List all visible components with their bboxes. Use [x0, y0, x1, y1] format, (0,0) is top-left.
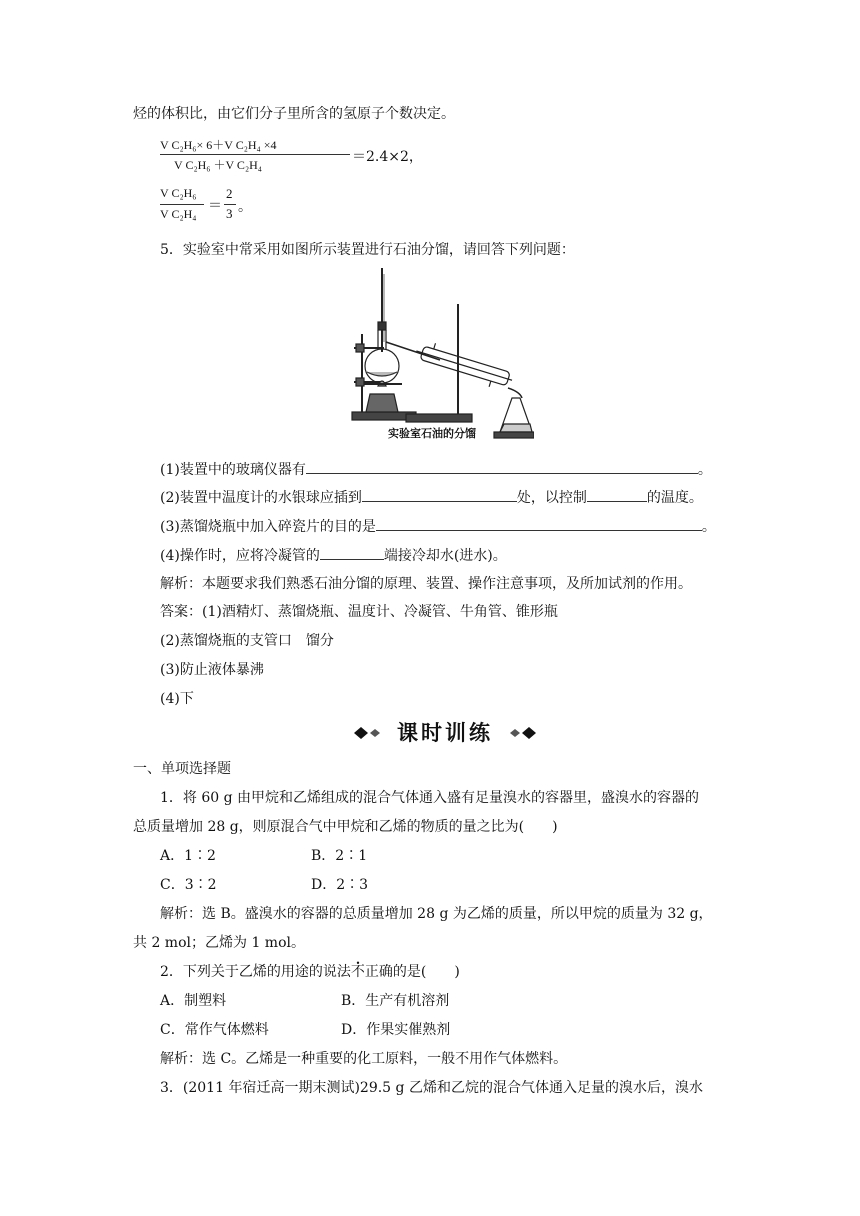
equation-1-rhs: ＝2.4×2， [352, 149, 423, 165]
emphasis-char: 不 [350, 964, 365, 980]
condenser [413, 339, 516, 393]
fraction-bar [160, 154, 350, 155]
q5-part3: (3)蒸馏烧瓶中加入碎瓷片的目的是 。 [160, 516, 716, 537]
equation-1-numerator: V C₂H₆× 6＋V C₂H₄ ×4 [160, 138, 277, 152]
answer-blank[interactable] [362, 487, 517, 502]
mc1-option-b: B．2∶1 [311, 848, 368, 864]
mc1-option-a: A．1∶2 [160, 848, 216, 864]
mc1-stem-1: 1．将 60 g 由甲烷和乙烯组成的混合气体通入盛有足量溴水的容器里，盛溴水的容器的 [160, 790, 700, 806]
mc3-stem: 3．(2011 年宿迁高一期末测试)29.5 g 乙烯和乙烷的混合气体通入足量的溴水后，溴水 [160, 1080, 703, 1096]
equation-2-denominator: V C₂H₄ [160, 207, 197, 221]
adapter [508, 388, 522, 398]
q5-answer-1: 答案：(1)酒精灯、蒸馏烧瓶、温度计、冷凝管、牛角管、锥形瓶 [160, 604, 558, 620]
mc1-analysis-1: 解析：选 B。盛溴水的容器的总质量增加 28 g 为乙烯的质量，所以甲烷的质量为 32 g， [160, 906, 713, 922]
equation-2-rhs-numerator: 2 [226, 186, 233, 201]
q5-part4: (4)操作时，应将冷凝管的 端接冷却水(进水)。 [160, 545, 507, 566]
q5-part2: (2)装置中温度计的水银球应插到 处，以控制 的温度。 [160, 487, 703, 508]
section-banner [352, 718, 538, 748]
mc2-option-c: C．常作气体燃料 [160, 1022, 269, 1038]
q5-answer-4: (4)下 [160, 691, 194, 707]
answer-blank[interactable] [320, 545, 384, 560]
equation-1-denominator: V C₂H₆ ＋V C₂H₄ [174, 158, 262, 172]
banner-title: 课时训练 [397, 721, 493, 745]
answer-blank[interactable] [587, 487, 647, 502]
fraction-bar [160, 204, 204, 205]
fraction-bar [224, 204, 236, 205]
mc1-option-d: D．2∶3 [311, 877, 369, 893]
q5-analysis: 解析：本题要求我们熟悉石油分馏的原理、装置、操作注意事项，及所加试剂的作用。 [160, 576, 692, 592]
mc2-option-d: D．作果实催熟剂 [341, 1022, 451, 1038]
figure-caption: 实验室石油的分馏 [388, 427, 476, 440]
distilling-flask [365, 349, 399, 383]
alcohol-lamp [366, 394, 398, 412]
q5-answer-3: (3)防止液体暴沸 [160, 662, 264, 678]
equation-2-rhs-denominator: 3 [226, 206, 233, 221]
section-heading: 一、单项选择题 [133, 761, 231, 777]
mc2-option-a: A．制塑料 [160, 993, 227, 1009]
equation-2-end: 。 [238, 200, 252, 215]
equation-2-numerator: V C₂H₆ [160, 186, 197, 200]
q5-stem: 5．实验室中常采用如图所示装置进行石油分馏，请回答下列问题： [160, 242, 575, 258]
mc1-stem-2: 总质量增加 28 g，则原混合气中甲烷和乙烯的物质的量之比为( ) [133, 819, 558, 835]
distillation-apparatus-figure [344, 264, 534, 442]
q5-answer-2: (2)蒸馏烧瓶的支管口 馏分 [160, 633, 334, 649]
answer-blank[interactable] [306, 459, 698, 474]
mc2-stem: 2．下列关于乙烯的用途的说法不正确的是( ) [160, 964, 460, 980]
intro-line: 烃的体积比，由它们分子里所含的氢原子个数决定。 [133, 106, 455, 122]
mc1-analysis-2: 共 2 mol；乙烯为 1 mol。 [133, 935, 305, 951]
mc2-analysis: 解析：选 C。乙烯是一种重要的化工原料，一般不用作气体燃料。 [160, 1051, 568, 1067]
answer-blank[interactable] [376, 516, 702, 531]
q5-part1: (1)装置中的玻璃仪器有 。 [160, 459, 712, 480]
mc2-option-b: B．生产有机溶剂 [341, 993, 450, 1009]
mc1-option-c: C．3∶2 [160, 877, 217, 893]
